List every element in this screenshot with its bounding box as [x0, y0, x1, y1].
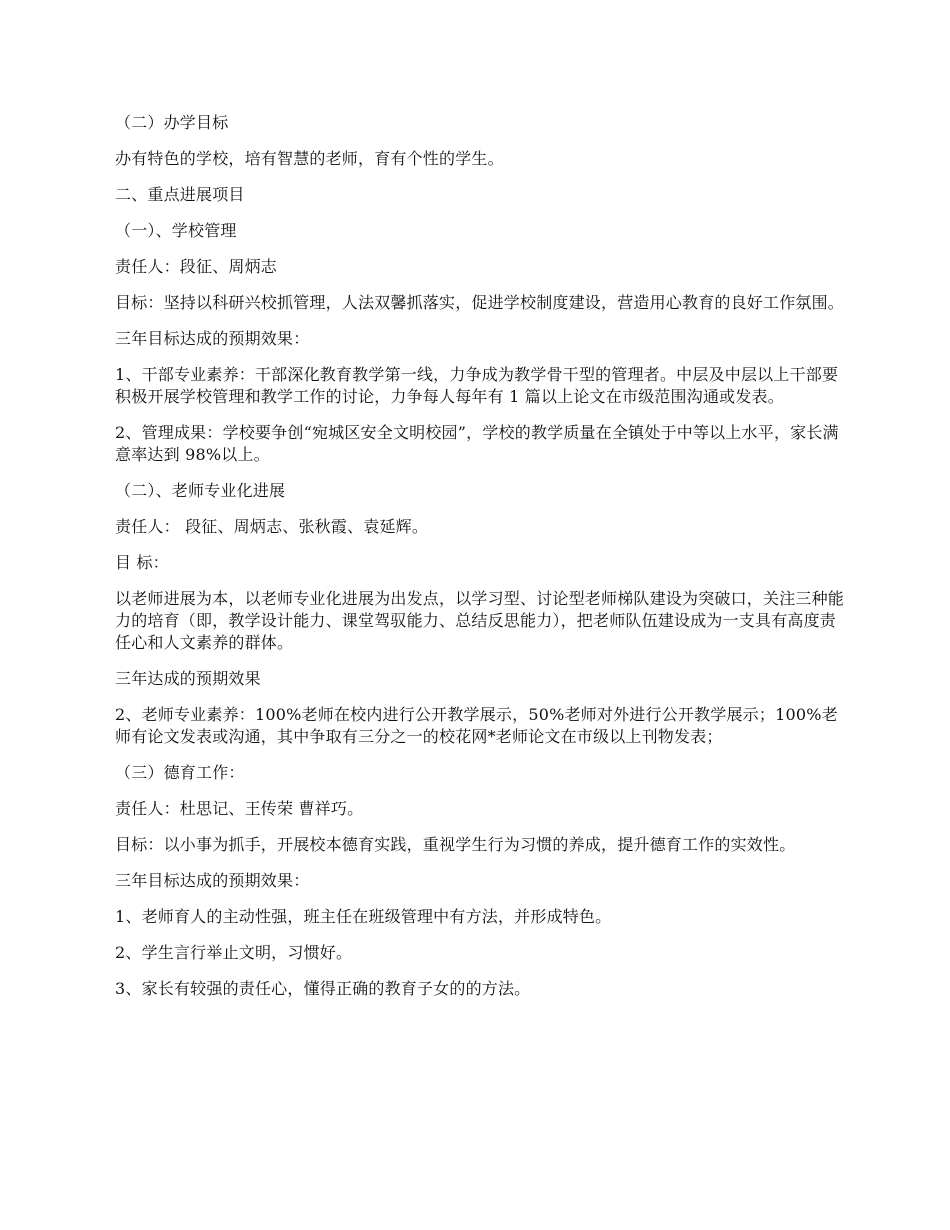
management-effect-item-1: 1、干部专业素养：干部深化教育教学第一线，力争成为教学骨干型的管理者。中层及中层以上干部要积极开展学校管理和教学工作的讨论，力争每人每年有 1 篇以上论文在市级范围沟通或发表。: [115, 365, 839, 406]
section-heading-school-goal: （二）办学目标: [115, 113, 229, 132]
management-expected-effects-heading: 三年目标达成的预期效果：: [115, 329, 310, 348]
management-responsible-persons: 责任人：段征、周炳志: [115, 257, 278, 276]
moral-effect-item-2: 2、学生言行举止文明，习惯好。: [115, 943, 353, 962]
management-goal: 目标：坚持以科研兴校抓管理，人法双馨抓落实，促进学校制度建设，营造用心教育的良好工作氛围。: [115, 293, 845, 312]
teacher-responsible-persons: 责任人： 段征、周炳志、张秋霞、袁延辉。: [115, 517, 429, 536]
teacher-goal-label: 目 标：: [115, 553, 169, 572]
teacher-expected-effects-heading: 三年达成的预期效果: [115, 669, 261, 688]
management-effect-item-2: 2、管理成果：学校要争创“宛城区安全文明校园”，学校的教学质量在全镇处于中等以上水平，家长满意率达到 98%以上。: [115, 423, 839, 464]
moral-expected-effects-heading: 三年目标达成的预期效果：: [115, 871, 310, 890]
school-goal-text: 办有特色的学校，培有智慧的老师，育有个性的学生。: [115, 149, 504, 168]
subsection-heading-teacher-development: （二）、老师专业化进展: [115, 481, 286, 500]
moral-responsible-persons: 责任人：杜思记、王传荣 曹祥巧。: [115, 799, 364, 818]
moral-effect-item-3: 3、家长有较强的责任心，懂得正确的教育子女的的方法。: [115, 979, 531, 998]
teacher-goal-text: 以老师进展为本，以老师专业化进展为出发点，以学习型、讨论型老师梯队建设为突破口，关注三种能力的培育（即，教学设计能力、课堂驾驭能力、总结反思能力），把老师队伍建设成为一支具有高度责任心和人文素养的群体。: [115, 589, 845, 652]
teacher-effect-item-2: 2、老师专业素养：100%老师在校内进行公开教学展示，50%老师对外进行公开教学展示；100%老师有论文发表或沟通，其中争取有三分之一的校花网*老师论文在市级以上刊物发表；: [115, 705, 838, 746]
subsection-heading-moral-education: （三）德育工作：: [115, 763, 245, 782]
subsection-heading-school-management: （一）、学校管理: [115, 221, 237, 240]
moral-goal: 目标：以小事为抓手，开展校本德育实践，重视学生行为习惯的养成，提升德育工作的实效性。: [115, 835, 796, 854]
section-heading-key-projects: 二、重点进展项目: [115, 185, 245, 204]
moral-effect-item-1: 1、老师育人的主动性强，班主任在班级管理中有方法，并形成特色。: [115, 907, 612, 926]
document-page: [115, 112, 845, 1014]
